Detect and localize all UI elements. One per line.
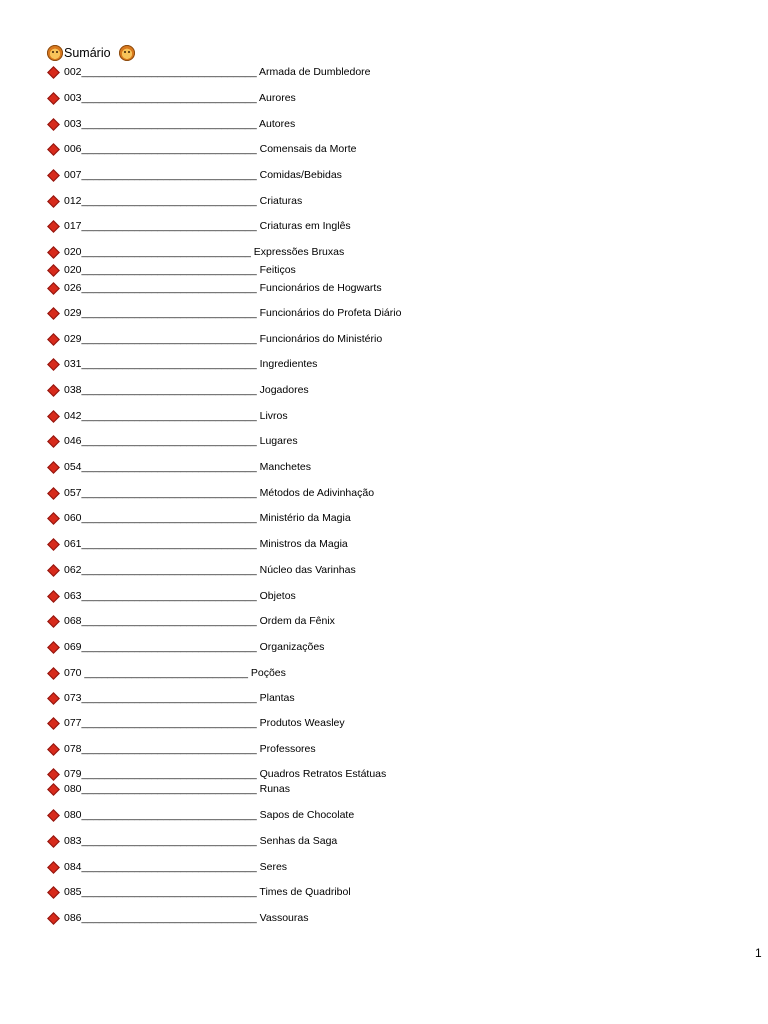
toc-entry-text: 054______________________________ Manchetes [64, 461, 311, 473]
toc-entry-text: 038______________________________ Jogadores [64, 384, 309, 396]
toc-entry [47, 691, 295, 705]
diamond-icon [47, 512, 60, 525]
toc-entry [47, 666, 286, 680]
diamond-icon [47, 66, 60, 79]
diamond-icon [47, 246, 60, 259]
toc-entry-text: 020_____________________________ Expressões Bruxas [64, 246, 345, 258]
toc-entry [47, 834, 337, 848]
toc-entry-text: 029______________________________ Funcionários do Ministério [64, 333, 383, 345]
diamond-icon [47, 615, 60, 628]
toc-entry [47, 460, 311, 474]
toc-entry-text: 029______________________________ Funcionários do Profeta Diário [64, 307, 402, 319]
toc-entry-text: 007______________________________ Comidas/Bebidas [64, 169, 342, 181]
diamond-icon [47, 220, 60, 233]
toc-entry [47, 91, 296, 105]
toc-entry-text: 002______________________________ Armada de Dumbledore [64, 66, 371, 78]
diamond-icon [47, 717, 60, 730]
toc-entry [47, 767, 386, 781]
toc-entry [47, 194, 302, 208]
toc-entry [47, 383, 309, 397]
toc-entry-text: 017______________________________ Criaturas em Inglês [64, 220, 351, 232]
diamond-icon [47, 435, 60, 448]
toc-entry [47, 589, 296, 603]
toc-entry-text: 060______________________________ Ministério da Magia [64, 512, 351, 524]
toc-entry-text: 078______________________________ Professores [64, 743, 316, 755]
toc-entry-text: 080______________________________ Runas [64, 783, 290, 795]
toc-entry-text: 080______________________________ Sapos de Chocolate [64, 809, 355, 821]
toc-entry-text: 042______________________________ Livros [64, 410, 288, 422]
diamond-icon [47, 538, 60, 551]
diamond-icon [47, 169, 60, 182]
toc-entry [47, 281, 382, 295]
toc-entry [47, 537, 348, 551]
toc-entry [47, 782, 290, 796]
toc-entry [47, 409, 288, 423]
toc-entry [47, 885, 351, 899]
toc-entry-text: 020______________________________ Feitiços [64, 264, 296, 276]
toc-entry-text: 057______________________________ Métodos de Adivinhação [64, 487, 375, 499]
toc-entry [47, 65, 371, 79]
diamond-icon [47, 118, 60, 131]
toc-entry [47, 219, 351, 233]
toc-entry [47, 614, 335, 628]
diamond-icon [47, 768, 60, 781]
toc-entry-text: 026______________________________ Funcionários de Hogwarts [64, 282, 382, 294]
toc-entry-text: 073______________________________ Plantas [64, 692, 295, 704]
toc-entry-text: 079______________________________ Quadros Retratos Estátuas [64, 768, 387, 780]
toc-entry-text: 006______________________________ Comensais da Morte [64, 143, 357, 155]
diamond-icon [47, 564, 60, 577]
diamond-icon [47, 912, 60, 925]
toc-entry [47, 434, 298, 448]
diamond-icon [47, 410, 60, 423]
diamond-icon [47, 641, 60, 654]
toc-entry-text: 062______________________________ Núcleo das Varinhas [64, 564, 356, 576]
toc-entry-text: 061______________________________ Ministros da Magia [64, 538, 348, 550]
toc-entry [47, 306, 401, 320]
toc-entry [47, 357, 317, 371]
toc-entry-text: 085______________________________ Times de Quadribol [64, 886, 351, 898]
toc-entry-text: 046______________________________ Lugares [64, 435, 298, 447]
diamond-icon [47, 809, 60, 822]
diamond-icon [47, 590, 60, 603]
diamond-icon [47, 195, 60, 208]
toc-entry [47, 142, 357, 156]
toc-entry-text: 069______________________________ Organizações [64, 641, 325, 653]
toc-entry [47, 808, 354, 822]
toc-entry-text: 063______________________________ Objetos [64, 590, 296, 602]
toc-entry-text: 086______________________________ Vassouras [64, 912, 309, 924]
diamond-icon [47, 487, 60, 500]
diamond-icon [47, 692, 60, 705]
diamond-icon [47, 783, 60, 796]
toc-entry-text: 083______________________________ Senhas da Saga [64, 835, 338, 847]
diamond-icon [47, 835, 60, 848]
diamond-icon [47, 886, 60, 899]
diamond-icon [47, 461, 60, 474]
diamond-icon [47, 143, 60, 156]
toc-entry [47, 511, 351, 525]
toc-entry-text: 031______________________________ Ingredientes [64, 358, 318, 370]
toc-entry [47, 640, 324, 654]
diamond-icon [47, 92, 60, 105]
diamond-icon [47, 743, 60, 756]
lion-icon [119, 45, 135, 61]
toc-entry [47, 168, 342, 182]
toc-entry [47, 486, 374, 500]
toc-entry [47, 563, 356, 577]
diamond-icon [47, 384, 60, 397]
diamond-icon [47, 861, 60, 874]
toc-entry [47, 332, 382, 346]
toc-entry [47, 245, 344, 259]
toc-entry [47, 263, 296, 277]
diamond-icon [47, 667, 60, 680]
diamond-icon [47, 358, 60, 371]
toc-entry [47, 911, 308, 925]
toc-entry [47, 716, 345, 730]
toc-entry-text: 003______________________________ Autores [64, 118, 296, 130]
toc-entry-text: 084______________________________ Seres [64, 861, 288, 873]
diamond-icon [47, 307, 60, 320]
toc-entry-text: 077______________________________ Produtos Weasley [64, 717, 345, 729]
toc-entry-text: 012______________________________ Criaturas [64, 195, 303, 207]
diamond-icon [47, 282, 60, 295]
lion-icon [47, 45, 63, 61]
toc-entry [47, 860, 287, 874]
title-text: Sumário [64, 46, 111, 60]
toc-entry [47, 117, 295, 131]
toc-entry-text: 003______________________________ Aurores [64, 92, 296, 104]
page-title [47, 43, 135, 63]
diamond-icon [47, 264, 60, 277]
diamond-icon [47, 333, 60, 346]
toc-entry [47, 742, 316, 756]
toc-entry-text: 068______________________________ Ordem da Fênix [64, 615, 335, 627]
page-number: 1 [755, 946, 762, 960]
toc-entry-text: 070 ____________________________ Poções [64, 667, 286, 679]
